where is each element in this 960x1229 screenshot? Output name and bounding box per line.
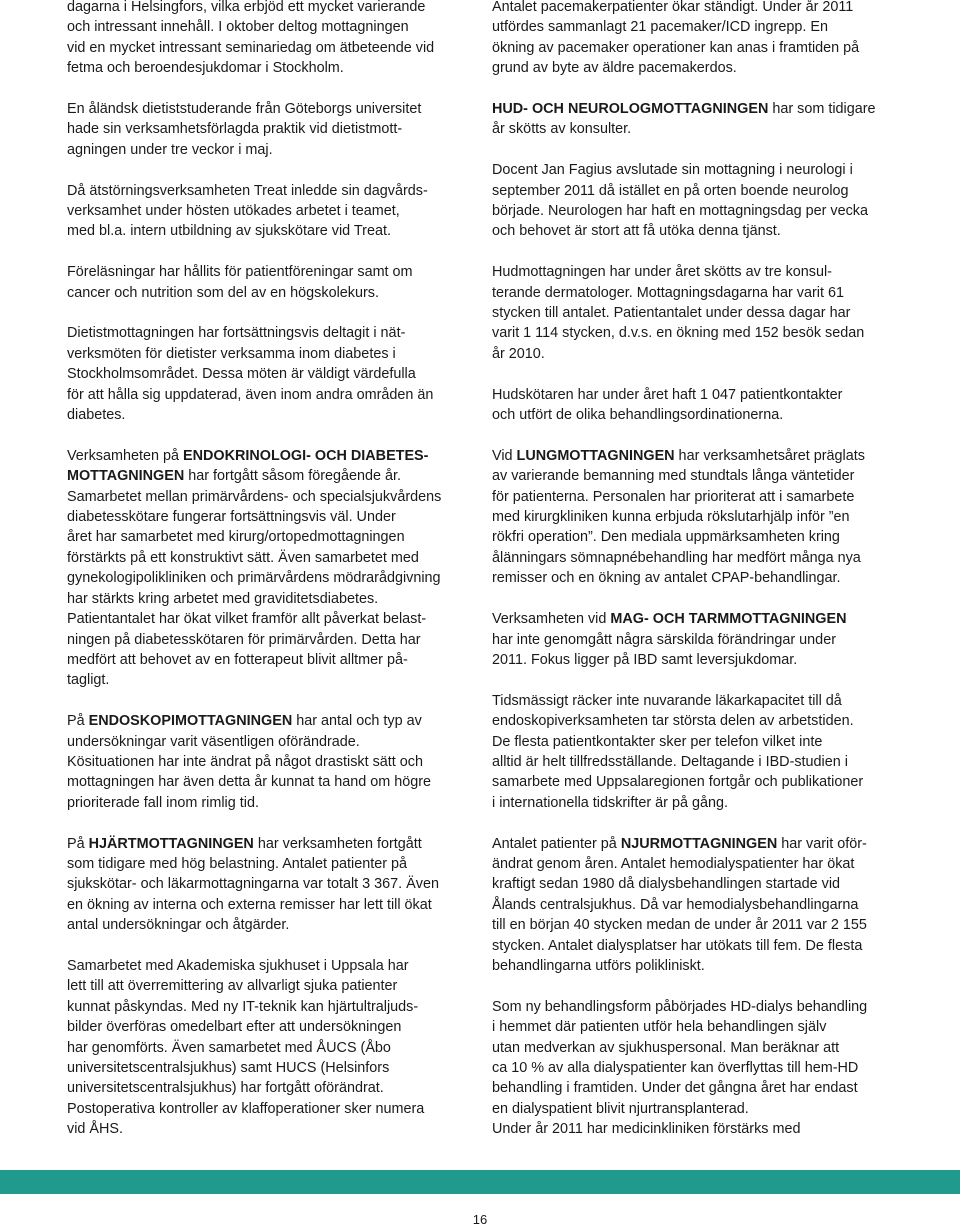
text-line: vid ÅHS. <box>67 1121 123 1138</box>
text-line: till en början 40 stycken medan de under år 2011 var 2 155 <box>492 917 867 934</box>
text-line: mottagningen har även detta år kunnat ta hand om högre <box>67 774 432 791</box>
text-line: med bl.a. intern utbildning av sjukskötare vid Treat. <box>67 223 391 240</box>
text-line: fetma och beroendesjukdomar i Stockholm. <box>67 60 344 77</box>
text-line: terande dermatologer. Mottagningsdagarna har varit 61 <box>492 284 844 301</box>
text-line: Postoperativa kontroller av klaffoperationer sker numera <box>67 1100 425 1117</box>
text-line: diabetesskötare fungerar fortsättningsvis väl. Under <box>67 509 396 526</box>
text-line: En åländsk dietiststuderande från Göteborgs universitet <box>67 101 422 118</box>
text-line: år 2010. <box>492 345 545 362</box>
text-line: rökfri operation”. Den mediala uppmärksamheten kring <box>492 529 840 546</box>
text-line: medfört att behovet av en fotterapeut blivit alltmer på- <box>67 651 408 668</box>
text-line: har stärkts kring arbetet med graviditetsdiabetes. <box>67 590 379 607</box>
paragraph-hudskotaren <box>492 385 912 426</box>
paragraph-lung: Vid LUNGMOTTAGNINGEN har verksamhetsåret präglats av varierande bemanning med stundtals långa väntetider för patienterna. Personalen har prioriterat att i samarbete med kirurgkliniken kunna erbjuda rökslutarhjälp inför ”en rökfri operation”. Den mediala uppmärksamheten kring ålänningars sömnapnébehandling har medfört många nya remisser och en ökning av antalet CPAP-behandlingar. <box>492 446 912 589</box>
text-line: dagarna i Helsingfors, vilka erbjöd ett mycket varierande <box>67 0 426 15</box>
paragraph-treat <box>67 181 477 242</box>
footer-bar <box>0 1170 960 1194</box>
heading-endokrinologi: ENDOKRINOLOGI- OCH DIABETES- <box>183 447 429 464</box>
text-line: som tidigare med hög belastning. Antalet patienter på <box>67 855 407 872</box>
text-line: i hemmet där patienten utför hela behandlingen själv <box>492 1019 827 1036</box>
paragraph-fagius <box>492 160 912 242</box>
text-line: en ökning av interna och externa remisser har lett till ökat <box>67 896 432 913</box>
text-line: ändrat genom åren. Antalet hemodialyspatienter har ökat <box>492 855 855 872</box>
paragraph-uppsala <box>67 956 477 1140</box>
paragraph-njur: Antalet patienter på NJURMOTTAGNINGEN har varit oför- ändrat genom åren. Antalet hemodialyspatienter har ökat kraftigt sedan 1980 då dialysbehandlingen startade vid Ålands centralsjukhus. Då var hemodialysbehandlingarna till en början 40 stycken medan de under år 2011 var 2 155 stycken. Antalet dialysplatser har utökats till fem. De flesta behandlingarna utförs polikliniskt. <box>492 834 912 977</box>
text-line: Då ätstörningsverksamheten Treat inledde sin dagvårds- <box>67 182 428 199</box>
text-line: stycken till antalet. Patientantalet under dessa dagar har <box>492 305 851 322</box>
text-line: och utfört de olika behandlingsordinationerna. <box>492 407 784 424</box>
text-line: har genomförts. Även samarbetet med ÅUCS (Åbo <box>67 1039 391 1056</box>
text-line: Docent Jan Fagius avslutade sin mottagning i neurologi i <box>492 162 853 179</box>
heading-hjartmottagningen: HJÄRTMOTTAGNINGEN <box>88 835 254 852</box>
text-line: av varierande bemanning med stundtals långa väntetider <box>492 468 855 485</box>
paragraph-network-meetings <box>67 323 477 425</box>
heading-mag-tarmmottagningen: MAG- OCH TARMMOTTAGNINGEN <box>610 611 847 628</box>
text-line: utan medverkan av sjukhuspersonal. Man beräknar att <box>492 1039 840 1056</box>
text-line: gynekologipolikliniken och primärvårdens mödrarådgivning <box>67 570 441 587</box>
page-number: 16 <box>472 1212 488 1227</box>
text-line: behandlingarna utförs polikliniskt. <box>492 957 705 974</box>
text-line: diabetes. <box>67 407 126 424</box>
text-line: Patientantalet har ökat vilket framför allt påverkat belast- <box>67 611 427 628</box>
text-line: Antalet pacemakerpatienter ökar ständigt. Under år 2011 <box>492 0 854 15</box>
text-line: cancer och nutrition som del av en högskolekurs. <box>67 284 379 301</box>
text-line: remisser och en ökning av antalet CPAP-behandlingar. <box>492 570 841 587</box>
text-line: Kösituationen har inte ändrat på något drastiskt sätt och <box>67 753 423 770</box>
paragraph-pacemaker <box>492 0 912 79</box>
text-line: Tidsmässigt räcker inte nuvarande läkarkapacitet till då <box>492 692 842 709</box>
paragraph-hud-neurolog: HUD- OCH NEUROLOGMOTTAGNINGEN har som tidigare år skötts av konsulter. <box>492 99 912 140</box>
heading-lungmottagningen: LUNGMOTTAGNINGEN <box>516 447 675 464</box>
paragraph-endokrinologi: Verksamheten på ENDOKRINOLOGI- OCH DIABETES- MOTTAGNINGEN har fortgått såsom föregående år. Samarbetet mellan primärvårdens- och specialsjukvårdens diabetesskötare fungerar fortsättningsvis väl. Under året har samarbetet med kirurg/ortopedmottagningen förstärkts på ett konstruktivt sätt. Även samarbetet med gynekologipolikliniken och primärvårdens mödrarådgivning har stärkts kring arbetet med graviditetsdiabetes. Patientantalet har ökat vilket framför allt påverkat belast- ningen på diabetesskötaren för primärvården. Detta har medfört att behovet av en fotterapeut blivit alltmer på- tagligt. <box>67 446 477 691</box>
text-line: Hudskötaren har under året haft 1 047 patientkontakter <box>492 386 843 403</box>
text-line: en dialyspatient blivit njurtransplanterad. <box>492 1100 749 1117</box>
text-line: undersökningar varit väsentligen oförändrade. <box>67 733 360 750</box>
text-line: Stockholmsområdet. Dessa möten är väldigt värdefulla <box>67 366 416 383</box>
text-line: år skötts av konsulter. <box>492 121 632 138</box>
text-line: hade sin verksamhetsförlagda praktik vid dietistmott- <box>67 121 403 138</box>
text-line: utfördes sammanlagt 21 pacemaker/ICD ingrepp. En <box>492 19 828 36</box>
text-line: De flesta patientkontakter sker per telefon vilket inte <box>492 733 823 750</box>
text-line: Under år 2011 har medicinkliniken förstärks med <box>492 1121 801 1138</box>
text-line: förstärkts på ett konstruktivt sätt. Även samarbetet med <box>67 549 419 566</box>
text-line: alltid är helt tillfredsställande. Deltagande i IBD-studien i <box>492 753 848 770</box>
text-line: agningen under tre veckor i maj. <box>67 141 273 158</box>
text-line: behandling i framtiden. Under det gångna året har endast <box>492 1080 858 1097</box>
paragraph-lakarkapacitet <box>492 691 912 813</box>
heading-diabetesmottagningen: MOTTAGNINGEN <box>67 468 185 485</box>
text-line: och intressant innehåll. I oktober deltog mottagningen <box>67 19 409 36</box>
text-line: för att hålla sig uppdaterad, även inom andra områden än <box>67 386 434 403</box>
heading-njurmottagningen: NJURMOTTAGNINGEN <box>620 835 778 852</box>
text-line: och behovet är stort att få utöka denna tjänst. <box>492 223 781 240</box>
heading-endoskopimottagningen: ENDOSKOPIMOTTAGNINGEN <box>88 713 293 730</box>
text-line: för patienterna. Personalen har prioriterat att i samarbete <box>492 488 855 505</box>
text-line: varit 1 114 stycken, d.v.s. en ökning med 152 besök sedan <box>492 325 865 342</box>
text-line: verksamhet under hösten utökades arbetet i teamet, <box>67 203 400 220</box>
text-line: grund av byte av äldre pacemakerdos. <box>492 60 737 77</box>
text-line: prioriterade fall inom rimlig tid. <box>67 794 259 811</box>
text-line: har inte genomgått några särskilda förändringar under <box>492 631 836 648</box>
text-line: Samarbetet mellan primärvårdens- och specialsjukvårdens <box>67 488 442 505</box>
text-line: lett till att överremittering av allvarligt sjuka patienter <box>67 978 398 995</box>
heading-hud-neurologmottagningen: HUD- OCH NEUROLOGMOTTAGNINGEN <box>492 101 769 118</box>
text-line: Ålands centralsjukhus. Då var hemodialysbehandlingarna <box>492 896 859 913</box>
right-column <box>492 0 912 1160</box>
text-line: Föreläsningar har hållits för patientföreningar samt om <box>67 264 413 281</box>
text-line: Dietistmottagningen har fortsättningsvis deltagit i nät- <box>67 325 406 342</box>
text-line: verksmöten för dietister verksamma inom diabetes i <box>67 345 396 362</box>
text-line: samarbete med Uppsalaregionen fortgår och publikationer <box>492 774 864 791</box>
text-line: Samarbetet med Akademiska sjukhuset i Uppsala har <box>67 957 409 974</box>
text-line: vid en mycket intressant seminariedag om ätbeteende vid <box>67 39 435 56</box>
text-line: med kirurgkliniken kunna erbjuda rökslutarhjälp inför ”en <box>492 509 850 526</box>
text-line: stycken. Antalet dialysplatser har utökats till fem. De flesta <box>492 937 863 954</box>
text-line: tagligt. <box>67 672 110 689</box>
paragraph-helsingfors <box>67 0 477 79</box>
paragraph-lectures <box>67 262 477 303</box>
paragraph-endoskopi: På ENDOSKOPIMOTTAGNINGEN har antal och typ av undersökningar varit väsentligen oförändrade. Kösituationen har inte ändrat på något drastiskt sätt och mottagningen har även detta år kunnat ta hand om högre prioriterade fall inom rimlig tid. <box>67 711 477 813</box>
paragraph-mag-tarm: Verksamheten vid MAG- OCH TARMMOTTAGNINGEN har inte genomgått några särskilda förändringar under 2011. Fokus ligger på IBD samt leversjukdomar. <box>492 609 912 670</box>
text-line: Hudmottagningen har under året skötts av tre konsul- <box>492 264 832 281</box>
paragraph-hudmottagningen <box>492 262 912 364</box>
text-line: 2011. Fokus ligger på IBD samt leversjukdomar. <box>492 651 798 668</box>
text-line: kunnat påskyndas. Med ny IT-teknik kan hjärtultraljuds- <box>67 998 419 1015</box>
paragraph-dietist-student <box>67 99 477 160</box>
text-line: började. Neurologen har haft en mottagningsdag per vecka <box>492 203 869 220</box>
text-line: september 2011 då istället en på orten boende neurolog <box>492 182 849 199</box>
paragraph-hjart: På HJÄRTMOTTAGNINGEN har verksamheten fortgått som tidigare med hög belastning. Antalet patienter på sjukskötar- och läkarmottagningarna var totalt 3 367. Även en ökning av interna och externa remisser har lett till ökat antal undersökningar och åtgärder. <box>67 834 477 936</box>
text-line: året har samarbetet med kirurg/ortopedmottagningen <box>67 529 405 546</box>
text-line: universitetscentralsjukhus) har fortgått oförändrat. <box>67 1080 384 1097</box>
text-line: endoskopiverksamheten tar största delen av arbetstiden. <box>492 713 854 730</box>
paragraph-hd-dialys <box>492 997 912 1140</box>
text-line: ålänningars sömnapnébehandling har medfört många nya <box>492 549 861 566</box>
text-line: ökning av pacemaker operationer kan anas i framtiden på <box>492 39 860 56</box>
text-line: antal undersökningar och åtgärder. <box>67 917 290 934</box>
text-line: i internationella tidskrifter är på gång. <box>492 794 728 811</box>
text-line: Som ny behandlingsform påbörjades HD-dialys behandling <box>492 998 868 1015</box>
text-line: ningen på diabetesskötaren för primärvården. Detta har <box>67 631 421 648</box>
text-line: kraftigt sedan 1980 då dialysbehandlingen startade vid <box>492 876 841 893</box>
text-line: universitetscentralsjukhus) samt HUCS (Helsinfors <box>67 1060 390 1076</box>
text-line: sjukskötar- och läkarmottagningarna var totalt 3 367. Även <box>67 876 439 893</box>
text-line: bilder överföras omedelbart efter att undersökningen <box>67 1019 402 1036</box>
text-line: ca 10 % av alla dialyspatienter kan överflyttas till hem-HD <box>492 1059 859 1076</box>
left-column <box>67 0 477 1160</box>
